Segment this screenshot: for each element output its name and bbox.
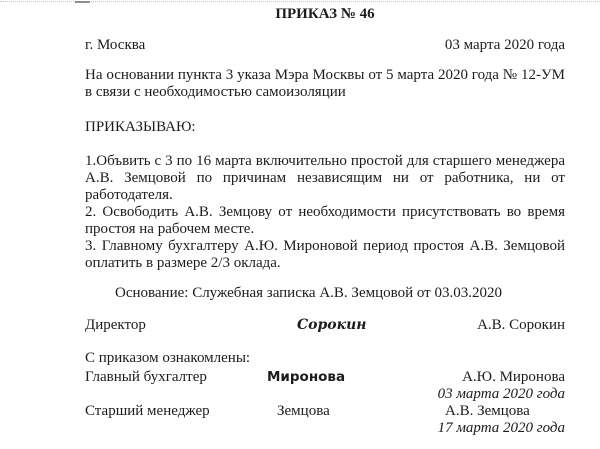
order-item-1: 1.Объвить с 3 по 16 марта включительно простой для старшего менеджера А.В. Земцовой по причинам независящим ни от работника, ни от работодателя. [85, 153, 565, 203]
director-signature: Сорокин [297, 317, 367, 333]
manager-name: А.В. Земцова [445, 403, 530, 419]
accountant-signature: Миронова [267, 369, 346, 385]
director-name: А.В. Сорокин [477, 317, 565, 333]
director-signature-row [85, 317, 565, 334]
page-top-border [0, 1, 600, 2]
order-items [85, 153, 565, 272]
order-item-3: 3. Главному бухгалтеру А.Ю. Мироновой период простоя А.В. Земцовой оплатить в размере 2/3 оклада. [85, 238, 565, 271]
preamble-paragraph: На основании пункта 3 указа Мэра Москвы от 5 марта 2020 года № 12-УМ в связи с необходимостью самоизоляции [85, 67, 565, 100]
accountant-ack-date: 03 марта 2020 года [437, 386, 565, 402]
manager-position: Старший менеджер [85, 403, 210, 419]
accountant-name: А.Ю. Миронова [462, 369, 565, 385]
place-date-row [85, 37, 565, 54]
accountant-position: Главный бухгалтер [85, 369, 207, 385]
order-word: ПРИКАЗЫВАЮ: [85, 119, 196, 135]
page-top-border-mark [75, 1, 90, 3]
manager-ack-date: 17 марта 2020 года [437, 420, 565, 436]
basis-line: Основание: Служебная записка А.В. Земцовой от 03.03.2020 [115, 285, 502, 301]
acknowledged-row-accountant [85, 369, 565, 386]
acknowledged-heading: С приказом ознакомлены: [85, 350, 251, 366]
director-position: Директор [85, 317, 146, 333]
order-item-2: 2. Освободить А.В. Земцову от необходимости присутствовать во время простоя на рабочем месте. [85, 204, 565, 237]
document-title: ПРИКАЗ № 46 [275, 6, 375, 22]
acknowledged-row-manager [85, 403, 565, 420]
document-date: 03 марта 2020 года [444, 37, 565, 53]
place-label: г. Москва [85, 37, 146, 53]
manager-signature: Земцова [277, 403, 330, 419]
